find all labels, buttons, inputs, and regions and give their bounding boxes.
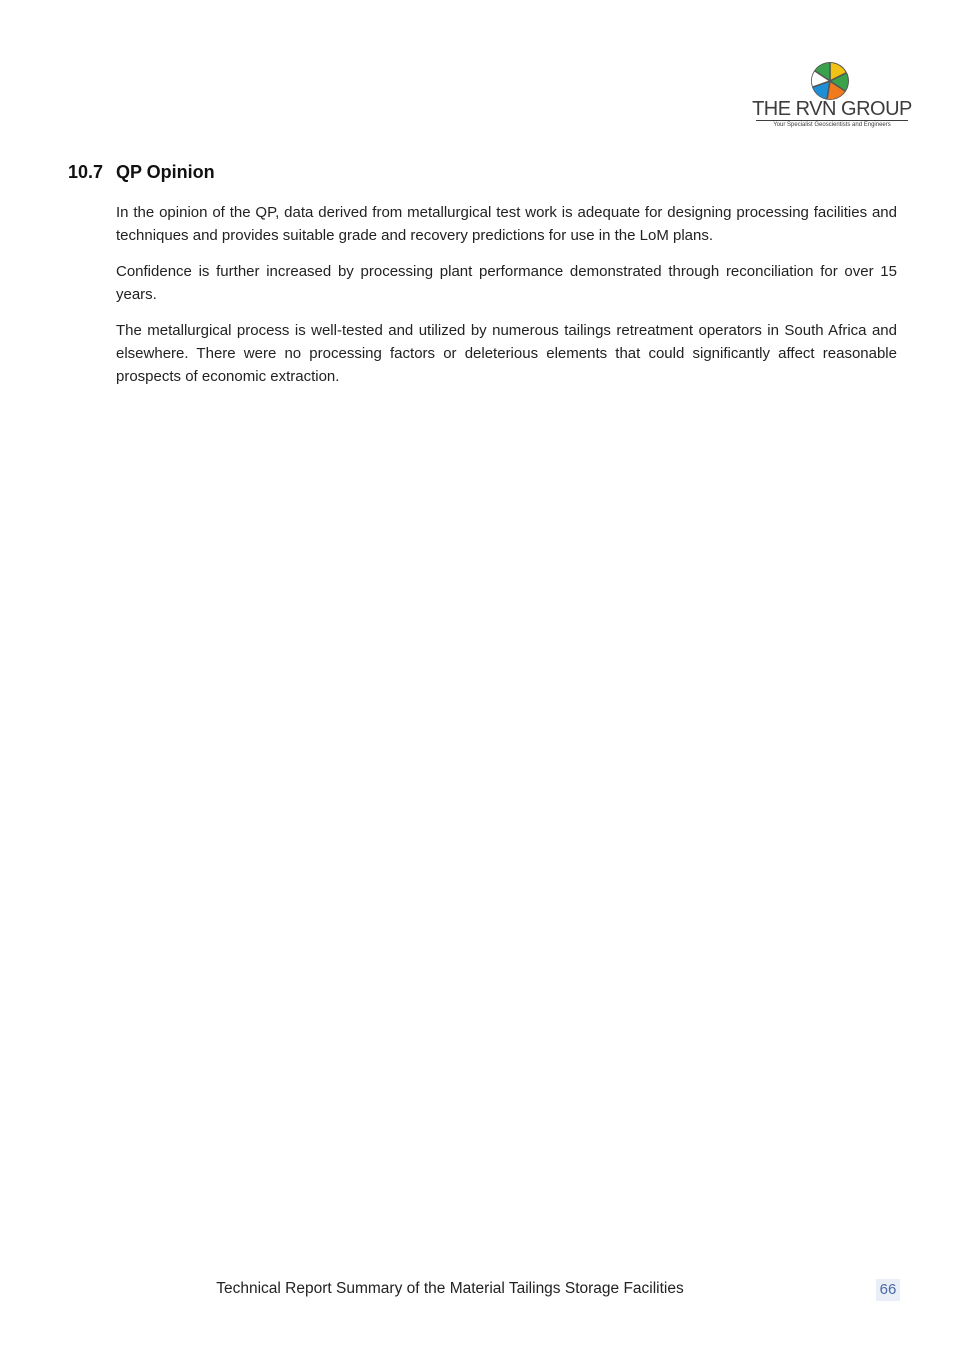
footer-report-title — [0, 1280, 900, 1298]
section-number: 10.7 — [68, 162, 104, 182]
paragraph: In the opinion of the QP, data derived from metallurgical test work is adequate for designing processing facilities and techniques and provides suitable grade and recovery predictions for use in the LoM plans. — [116, 204, 897, 244]
paragraph: Confidence is further increased by processing plant performance demonstrated through reconciliation for over 15 years. — [116, 263, 897, 303]
rvn-pie-logo-icon — [809, 60, 851, 102]
footer-title-text: Technical Report Summary of the Material Tailings Storage Facilities — [216, 1280, 684, 1297]
paragraph: The metallurgical process is well-tested and utilized by numerous tailings retreatment operators in South Africa and elsewhere. There were no processing factors or deleterious elements that could significantly affect reasonable prospects of economic extraction. — [116, 322, 897, 385]
page-number: 66 — [876, 1279, 900, 1301]
section-title: QP Opinion — [116, 162, 215, 182]
company-logo — [752, 58, 912, 132]
logo-tagline: Your Specialist Geoscientists and Engineers — [773, 122, 891, 128]
logo-name: THE RVN GROUP — [752, 98, 912, 120]
section-body — [116, 201, 897, 401]
section-heading — [68, 162, 215, 183]
